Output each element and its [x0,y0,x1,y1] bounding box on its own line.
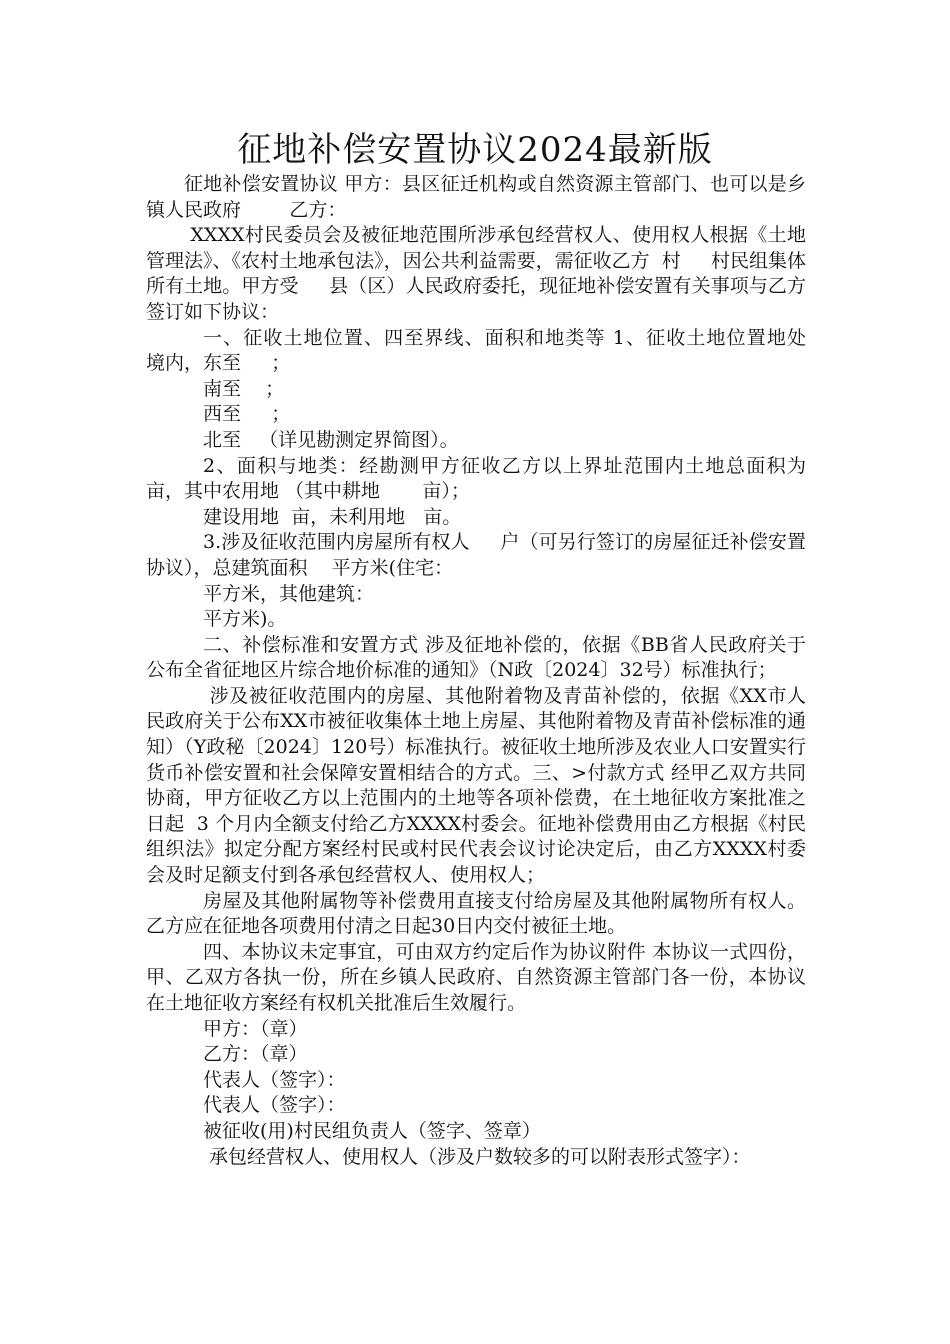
paragraph-housing-area: 平方米，其他建筑： [203,582,375,605]
paragraph-property-compensation: 房屋及其他附属物等补偿费用直接支付给房屋及其他附属物所有权人。乙方应在征地各项费用付清之日起30日内交付被征土地。 [146,889,806,938]
paragraph-housing-area-end: 平方米)。 [203,608,287,631]
signature-representative-b: 代表人（签字）： [203,1094,346,1117]
signature-representative-a: 代表人（签字）： [203,1068,346,1091]
paragraph-area-type: 2、面积与地类：经勘测甲方征收乙方以上界址范围内土地总面积为 亩，其中农用地 （其中耕地 亩）； [146,454,813,503]
paragraph-west-boundary: 西至 ； [203,403,291,426]
signature-party-b: 乙方：（章） [203,1043,308,1066]
paragraph-preamble: XXXX村民委员会及被征地范围所涉承包经营权人、使用权人根据《土地管理法》、《农村土地承包法》，因公共利益需要，需征收乙方 村 村民组集体所有土地。甲方受 县（区）人民政府委托，现征地补偿安置有关事项与乙方签订如下协议： [146,224,806,323]
document-title: 征地补偿安置协议2024最新版 [237,130,713,170]
paragraph-section-1: 一、征收土地位置、四至界线、面积和地类等 1、征收土地位置地处 境内，东至 ； [146,326,855,375]
paragraph-north-boundary: 北至 （详见勘测定界简图）。 [203,428,459,451]
paragraph-section-4: 四、本协议未定事宜，可由双方约定后作为协议附件 本协议一式四份，甲、乙双方各执一份，所在乡镇人民政府、自然资源主管部门各一份，本协议在土地征收方案经有权机关批准后生效履行。 [146,940,806,1014]
signature-village-group-leader: 被征收(用)村民组负责人（签字、签章） [203,1119,541,1142]
paragraph-construction-land: 建设用地 亩，未利用地 亩。 [203,505,462,528]
signature-party-a: 甲方：（章） [203,1017,308,1040]
paragraph-parties: 征地补偿安置协议 甲方：县区征迁机构或自然资源主管部门、也可以是乡镇人民政府 乙方： [146,173,806,221]
paragraph-section-2: 二、补偿标准和安置方式 涉及征地补偿的，依据《BB省人民政府关于公布全省征地区片综合地价标准的通知》（N政〔2024〕32号）标准执行； [146,633,806,682]
signature-contract-holders: 承包经营权人、使用权人（涉及户数较多的可以附表形式签字）： [203,1145,751,1168]
document-body [146,172,855,1170]
paragraph-compensation-payment: 涉及被征收范围内的房屋、其他附着物及青苗补偿的，依据《XX市人民政府关于公布XX市被征收集体土地上房屋、其他附着物及青苗补偿标准的通知）（Y政秘〔2024〕120号）标准执行。被征收土地所涉及农业人口安置实行货币补偿安置和社会保障安置相结合的方式。三、>付款方式 经甲乙双方共同协商，甲方征收乙方以上范围内的土地等各项补偿费，在土地征收方案批准之日起 3 个月内全额支付给乙方XXXX村委会。征地补偿费用由乙方根据《村民组织法》拟定分配方案经村民或村民代表会议讨论决定后，由乙方XXXX村委会及时足额支付到各承包经营权人、使用权人； [146,684,806,887]
paragraph-south-boundary: 南至 ； [203,377,285,400]
paragraph-housing: 3.涉及征收范围内房屋所有权人 户（可另行签订的房屋征迁补偿安置协议），总建筑面积 平方米(住宅： [146,531,806,579]
